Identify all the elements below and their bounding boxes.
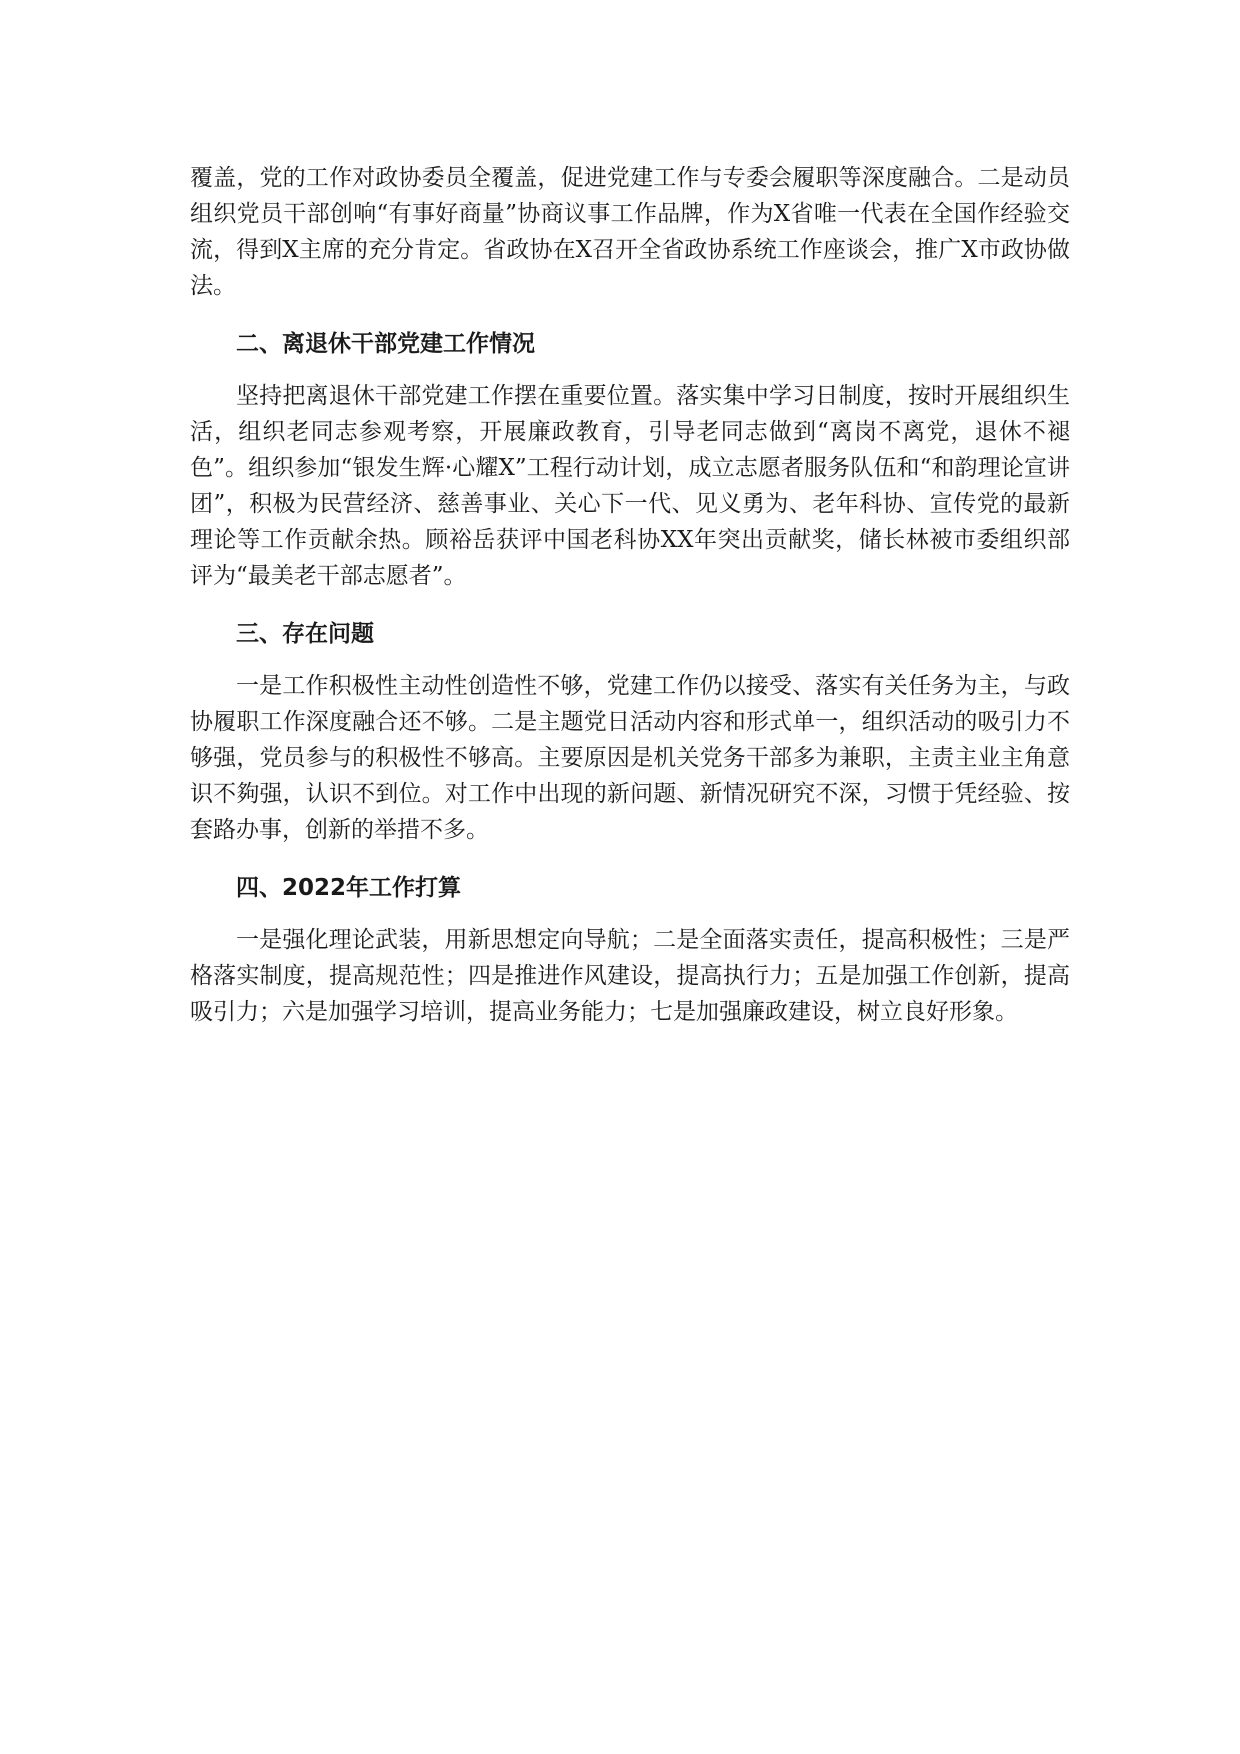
intro-paragraph: 覆盖，党的工作对政协委员全覆盖，促进党建工作与专委会履职等深度融合。二是动员组织党员干部创响“有事好商量”协商议事工作品牌，作为X省唯一代表在全国作经验交流，得到X主席的充分肯定。省政协在X召开全省政协系统工作座谈会，推广X市政协做法。	[190, 165, 1070, 299]
section-body-work-plan: 一是强化理论武装，用新思想定向导航；二是全面落实责任，提高积极性；三是严格落实制度，提高规范性；四是推进作风建设，提高执行力；五是加强工作创新，提高吸引力；六是加强学习培训，提高业务能力；七是加强廉政建设，树立良好形象。	[190, 927, 1070, 1025]
document-page	[190, 160, 1070, 1030]
section-heading-existing-problems: 三、存在问题	[236, 621, 374, 647]
section-body-retired-cadres: 坚持把离退休干部党建工作摆在重要位置。落实集中学习日制度，按时开展组织生活，组织老同志参观考察，开展廉政教育，引导老同志做到“离岗不离党，退休不褪色”。组织参加“银发生辉·心耀X”工程行动计划，成立志愿者服务队伍和“和韵理论宣讲团”，积极为民营经济、慈善事业、关心下一代、见义勇为、老年科协、宣传党的最新理论等工作贡献余热。顾裕岳获评中国老科协XX年突出贡献奖，储长林被市委组织部评为“最美老干部志愿者”。	[190, 383, 1070, 589]
section-heading-work-plan: 四、2022年工作打算	[236, 875, 462, 901]
section-body-existing-problems: 一是工作积极性主动性创造性不够，党建工作仍以接受、落实有关任务为主，与政协履职工作深度融合还不够。二是主题党日活动内容和形式单一，组织活动的吸引力不够强，党员参与的积极性不够高。主要原因是机关党务干部多为兼职，主责主业主角意识不夠强，认识不到位。对工作中出现的新问题、新情况研究不深，习惯于凭经验、按套路办事，创新的举措不多。	[190, 673, 1070, 843]
section-heading-retired-cadres: 二、离退休干部党建工作情况	[236, 331, 535, 357]
